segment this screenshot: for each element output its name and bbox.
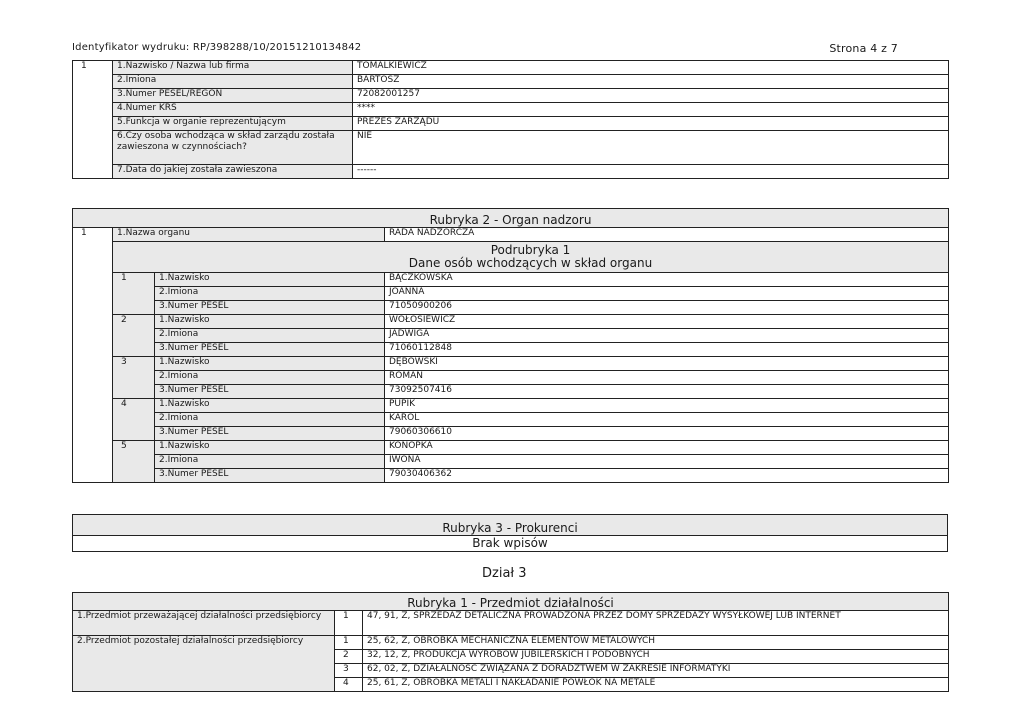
table-row	[73, 89, 949, 103]
member-index: 5	[113, 441, 155, 483]
activity-item: 25, 61, Z, OBRÓBKA METALI I NAKŁADANIE POWŁOK NA METALE	[363, 678, 949, 692]
table-row	[73, 131, 949, 165]
table-row	[73, 228, 949, 242]
table-row	[73, 301, 949, 315]
section-title: Rubryka 2 - Organ nadzoru	[73, 209, 949, 228]
field-value: KAROL	[385, 413, 949, 427]
supervisory-body-table	[72, 208, 949, 483]
table-row	[73, 385, 949, 399]
business-activity-table	[72, 592, 949, 692]
table-row	[73, 399, 949, 413]
subsection-subtitle: Dane osób wchodzących w skład organu	[408, 256, 653, 270]
field-value: TOMALKIEWICZ	[353, 61, 949, 75]
field-label: 3.Numer PESEL	[155, 385, 385, 399]
table-row	[73, 593, 949, 611]
item-index: 1	[335, 611, 363, 636]
table-row	[73, 441, 949, 455]
table-row	[73, 273, 949, 287]
table-row	[73, 103, 949, 117]
page-number: Strona 4 z 7	[829, 42, 898, 55]
activity-item: 32, 12, Z, PRODUKCJA WYROBÓW JUBILERSKICH I PODOBNYCH	[363, 650, 949, 664]
table-row	[73, 329, 949, 343]
table-row	[73, 515, 948, 536]
field-label: 2.Imiona	[155, 371, 385, 385]
field-value: KONOPKA	[385, 441, 949, 455]
field-label: 1.Przedmiot przeważającej działalności przedsiębiorcy	[73, 611, 335, 636]
table-row	[73, 636, 949, 650]
field-label: 2.Imiona	[155, 287, 385, 301]
table-row	[73, 209, 949, 228]
section-title: Rubryka 3 - Prokurenci	[73, 515, 948, 536]
table-row	[73, 427, 949, 441]
field-label: 2.Imiona	[113, 75, 353, 89]
field-label: 5.Funkcja w organie reprezentującym	[113, 117, 353, 131]
table-row	[73, 413, 949, 427]
subsection-name: Podrubryka 1	[490, 243, 571, 257]
field-value: 71050900206	[385, 301, 949, 315]
subsection-title	[113, 242, 949, 273]
table-row	[73, 117, 949, 131]
member-index: 3	[113, 357, 155, 399]
field-label: 3.Numer PESEL	[155, 301, 385, 315]
member-index: 1	[113, 273, 155, 315]
field-label: 2.Imiona	[155, 455, 385, 469]
field-label: 1.Nazwisko	[155, 315, 385, 329]
field-value: WOŁOSIEWICZ	[385, 315, 949, 329]
field-label: 4.Numer KRS	[113, 103, 353, 117]
field-label: 3.Numer PESEL	[155, 469, 385, 483]
activity-item: 62, 02, Z, DZIAŁALNOŚĆ ZWIĄZANA Z DORADZTWEM W ZAKRESIE INFORMATYKI	[363, 664, 949, 678]
field-label: 1.Nazwisko	[155, 441, 385, 455]
field-label: 2.Imiona	[155, 413, 385, 427]
field-value: PREZES ZARZĄDU	[353, 117, 949, 131]
field-label: 3.Numer PESEL	[155, 427, 385, 441]
field-label: 2.Przedmiot pozostałej działalności przedsiębiorcy	[73, 636, 335, 692]
activity-item: 25, 62, Z, OBRÓBKA MECHANICZNA ELEMENTÓW METALOWYCH	[363, 636, 949, 650]
table-row	[73, 242, 949, 273]
table-row	[73, 371, 949, 385]
field-value: DĘBOWSKI	[385, 357, 949, 371]
field-value: BĄCZKOWSKA	[385, 273, 949, 287]
field-value: JADWIGA	[385, 329, 949, 343]
field-value: ROMAN	[385, 371, 949, 385]
table-row	[73, 611, 949, 636]
field-label: 1.Nazwisko / Nazwa lub firma	[113, 61, 353, 75]
field-label: 1.Nazwisko	[155, 273, 385, 287]
field-value: IWONA	[385, 455, 949, 469]
item-index: 3	[335, 664, 363, 678]
table-row	[73, 357, 949, 371]
field-label: 3.Numer PESEL/REGON	[113, 89, 353, 103]
empty-entries: Brak wpisów	[73, 536, 948, 552]
table-row	[73, 536, 948, 552]
proxies-table	[72, 514, 948, 552]
field-value: 71060112848	[385, 343, 949, 357]
table-row	[73, 287, 949, 301]
field-value: ------	[353, 165, 949, 179]
field-label: 6.Czy osoba wchodząca w skład zarządu została zawieszona w czynnościach?	[113, 131, 353, 165]
field-value: NIE	[353, 131, 949, 165]
field-label: 7.Data do jakiej została zawieszona	[113, 165, 353, 179]
field-value: BARTOSZ	[353, 75, 949, 89]
member-index: 4	[113, 399, 155, 441]
field-value: 73092507416	[385, 385, 949, 399]
item-index: 1	[335, 636, 363, 650]
field-label: 1.Nazwisko	[155, 399, 385, 413]
field-value: JOANNA	[385, 287, 949, 301]
board-member-table	[72, 60, 949, 179]
table-row	[73, 165, 949, 179]
item-index: 2	[335, 650, 363, 664]
row-index: 1	[73, 61, 113, 179]
activity-item: 47, 91, Z, SPRZEDAŻ DETALICZNA PROWADZONA PRZEZ DOMY SPRZEDAŻY WYSYŁKOWEJ LUB INTERNET	[363, 611, 949, 636]
field-label: 1.Nazwisko	[155, 357, 385, 371]
table-row	[73, 61, 949, 75]
section-title: Rubryka 1 - Przedmiot działalności	[73, 593, 949, 611]
item-index: 4	[335, 678, 363, 692]
field-label: 2.Imiona	[155, 329, 385, 343]
division-heading: Dział 3	[482, 566, 527, 581]
field-value: ****	[353, 103, 949, 117]
field-value: 72082001257	[353, 89, 949, 103]
field-label: 3.Numer PESEL	[155, 343, 385, 357]
table-row	[73, 343, 949, 357]
field-value: RADA NADZORCZA	[385, 228, 949, 242]
field-label: 1.Nazwa organu	[113, 228, 385, 242]
field-value: 79060306610	[385, 427, 949, 441]
table-row	[73, 469, 949, 483]
table-row	[73, 75, 949, 89]
table-row	[73, 455, 949, 469]
table-row	[73, 315, 949, 329]
row-index: 1	[73, 228, 113, 483]
print-identifier: Identyfikator wydruku: RP/398288/10/20151210134842	[72, 42, 362, 53]
field-value: PUPIK	[385, 399, 949, 413]
member-index: 2	[113, 315, 155, 357]
field-value: 79030406362	[385, 469, 949, 483]
